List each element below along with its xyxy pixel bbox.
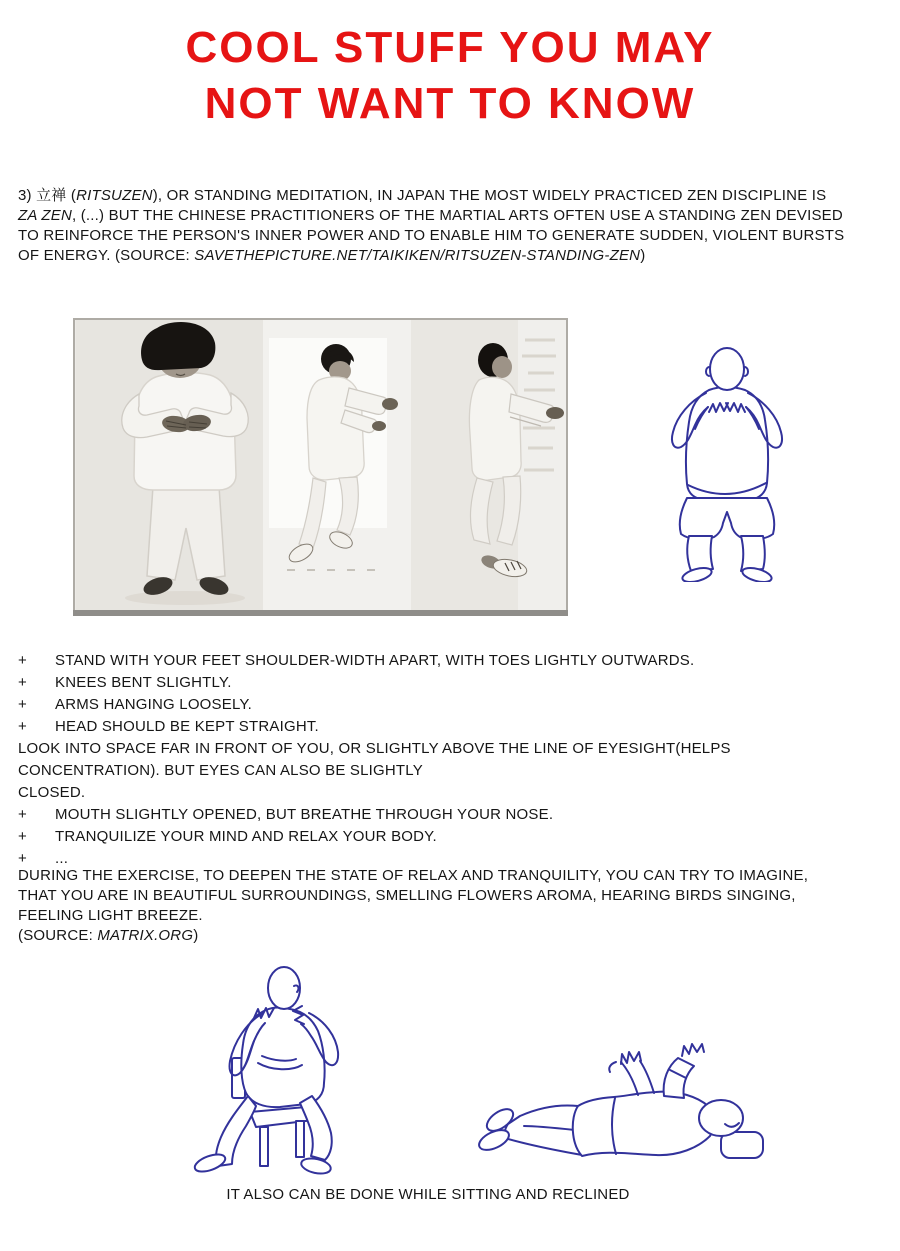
- bullet-text: STAND WITH YOUR FEET SHOULDER-WIDTH APART, WITH TOES LIGHTLY OUTWARDS.: [55, 652, 695, 669]
- bullet-item: [18, 826, 890, 848]
- instruction-line: CLOSED.: [18, 784, 86, 801]
- text-segment: ): [640, 247, 646, 264]
- intro-paragraph: [18, 186, 890, 266]
- bullet-item: [18, 804, 890, 826]
- bullet-text: MOUTH SLIGHTLY OPENED, BUT BREATHE THROUGH YOUR NOSE.: [55, 806, 554, 823]
- during-line: THAT YOU ARE IN BEAUTIFUL SURROUNDINGS, SMELLING FLOWERS AROMA, HEARING BIRDS SINGING,: [18, 887, 796, 904]
- caption: IT ALSO CAN BE DONE WHILE SITTING AND RECLINED: [226, 1186, 630, 1203]
- title-line-1: COOL STUFF YOU MAY: [185, 23, 715, 72]
- text-segment: ), OR STANDING MEDITATION, IN JAPAN THE MOST WIDELY PRACTICED ZEN DISCIPLINE IS: [152, 187, 827, 204]
- bullet-item: [18, 650, 890, 672]
- standing-pose-drawing: [656, 344, 798, 582]
- text-segment: OF ENERGY. (SOURCE:: [18, 247, 195, 264]
- intro-line: [18, 206, 890, 226]
- instruction-line: CONCENTRATION). BUT EYES CAN ALSO BE SLIGHTLY: [18, 762, 423, 779]
- source-url-italic: SAVETHEPICTURE.NET/TAIKIKEN/RITSUZEN-STANDING-ZEN: [194, 247, 641, 264]
- bullet-marker: +: [18, 652, 27, 669]
- intro-line: [18, 186, 890, 206]
- sitting-pose-drawing: [192, 960, 350, 1182]
- bullet-text: TRANQUILIZE YOUR MIND AND RELAX YOUR BODY.: [55, 828, 437, 845]
- bullet-marker: +: [18, 696, 27, 713]
- page-title: [0, 20, 900, 132]
- during-source-line: [18, 926, 890, 946]
- bullet-marker: +: [18, 828, 27, 845]
- bullet-marker: +: [18, 674, 27, 691]
- during-line: DURING THE EXERCISE, TO DEEPEN THE STATE OF RELAX AND TRANQUILITY, YOU CAN TRY TO IMAGINE,: [18, 867, 809, 884]
- text-segment: TO REINFORCE THE PERSON'S INNER POWER AND TO ENABLE HIM TO GENERATE SUDDEN, VIOLENT BURSTS: [18, 227, 845, 244]
- intro-line: [18, 226, 890, 246]
- bullet-text: KNEES BENT SLIGHTLY.: [55, 674, 232, 691]
- source-url-italic: MATRIX.ORG: [97, 927, 194, 944]
- ritsuzen-photo-triptych: [73, 318, 568, 616]
- bullet-item: [18, 716, 890, 738]
- text-segment: , (...) BUT THE CHINESE PRACTITIONERS OF THE MARTIAL ARTS OFTEN USE A STANDING ZEN DEVISED: [71, 207, 843, 224]
- bullet-item: [18, 672, 890, 694]
- text-segment: (SOURCE:: [18, 927, 98, 944]
- text-segment: 3) 立禅 (: [18, 187, 77, 204]
- reclining-pose-drawing: [478, 1042, 768, 1180]
- bullet-marker: +: [18, 718, 27, 735]
- bullet-item: [18, 694, 890, 716]
- text-segment: ): [193, 927, 199, 944]
- bullet-text: HEAD SHOULD BE KEPT STRAIGHT.: [55, 718, 319, 735]
- ritsuzen-italic: RITSUZEN: [76, 187, 153, 204]
- intro-line: [18, 246, 890, 266]
- bullet-text: ARMS HANGING LOOSELY.: [55, 696, 253, 713]
- instruction-line: LOOK INTO SPACE FAR IN FRONT OF YOU, OR SLIGHTLY ABOVE THE LINE OF EYESIGHT(HELPS: [18, 740, 731, 757]
- bullet-marker: +: [18, 850, 27, 867]
- bullet-marker: +: [18, 806, 27, 823]
- instructions-list: [18, 650, 890, 870]
- zazen-italic: ZA ZEN: [18, 207, 72, 224]
- title-line-2: NOT WANT TO KNOW: [204, 79, 696, 128]
- bullet-text: ...: [55, 850, 69, 867]
- during-paragraph: [18, 866, 890, 946]
- during-line: FEELING LIGHT BREEZE.: [18, 907, 203, 924]
